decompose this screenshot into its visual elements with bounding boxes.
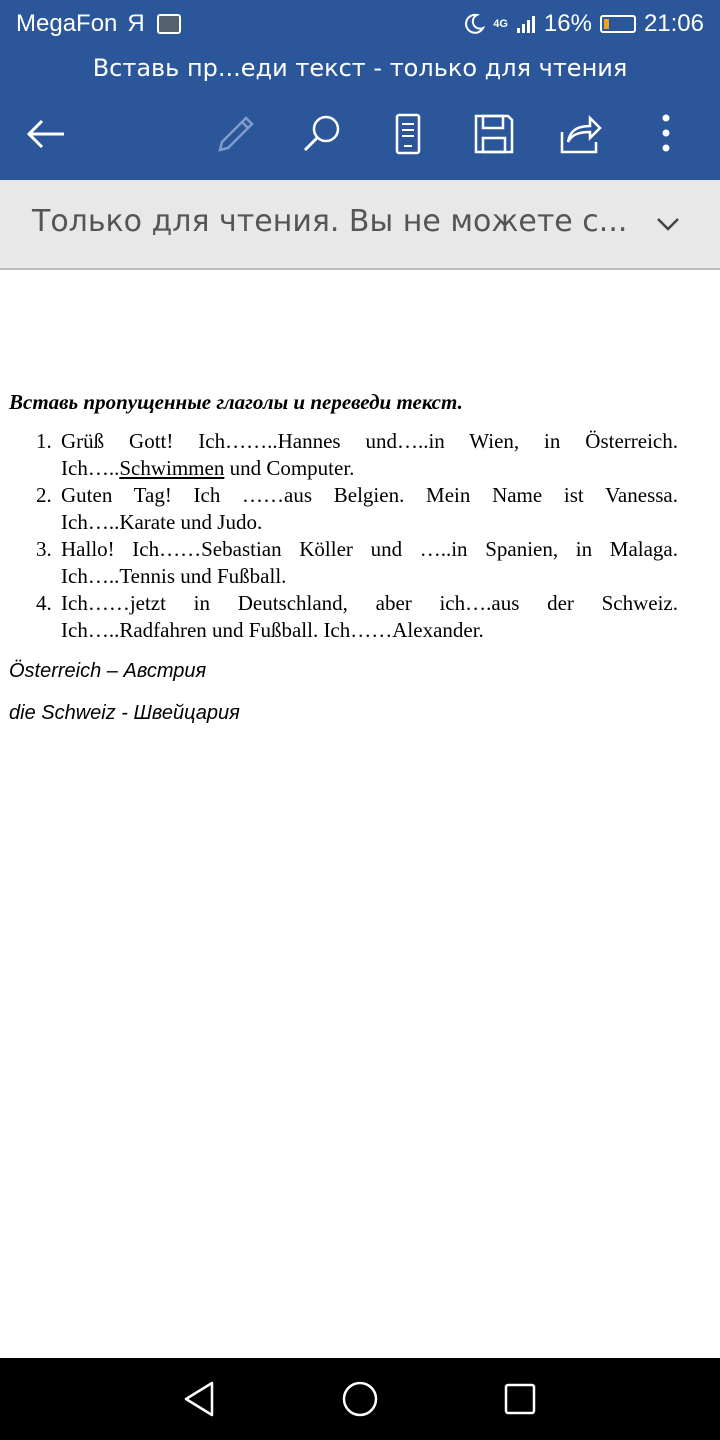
document-page[interactable] bbox=[0, 270, 720, 1358]
carrier-extra: Я bbox=[127, 10, 145, 37]
vocab-note: Österreich – Австрия bbox=[9, 660, 207, 682]
list-item-line: Ich……jetzt in Deutschland, aber ich….aus der Schweiz. bbox=[61, 591, 678, 615]
save-icon[interactable] bbox=[472, 112, 516, 156]
list-item-line: Grüß Gott! Ich……..Hannes und…..in Wien, in Österreich. bbox=[61, 429, 678, 453]
readonly-message: Только для чтения. Вы не можете с... bbox=[32, 204, 628, 239]
chevron-down-icon[interactable] bbox=[654, 210, 682, 238]
status-bar bbox=[0, 0, 720, 48]
back-triangle-icon[interactable] bbox=[180, 1379, 220, 1419]
underlined-word: Schwimmen bbox=[119, 456, 225, 480]
notification-image-icon bbox=[157, 14, 181, 34]
more-icon[interactable] bbox=[644, 112, 688, 156]
back-arrow-icon[interactable] bbox=[24, 112, 68, 156]
battery-icon bbox=[600, 15, 636, 33]
search-icon[interactable] bbox=[300, 112, 344, 156]
carrier-name: MegaFon bbox=[16, 10, 118, 37]
list-item-line: Ich…..Karate und Judo. bbox=[61, 510, 263, 534]
pencil-icon[interactable] bbox=[214, 112, 258, 156]
list-item bbox=[36, 482, 678, 536]
list-number: 1. bbox=[36, 429, 52, 453]
recents-square-icon[interactable] bbox=[500, 1379, 540, 1419]
list-number: 4. bbox=[36, 591, 52, 615]
share-icon[interactable] bbox=[558, 112, 602, 156]
app-header bbox=[0, 48, 720, 180]
list-item-line: Hallo! Ich……Sebastian Köller und …..in Spanien, in Malaga. bbox=[61, 537, 678, 561]
list-number: 3. bbox=[36, 537, 52, 561]
list-item-line: Ich….. bbox=[61, 456, 120, 480]
vocab-note: die Schweiz - Швейцария bbox=[9, 702, 240, 724]
readonly-banner[interactable] bbox=[0, 180, 720, 270]
list-number: 2. bbox=[36, 483, 52, 507]
document-title: Вставь пр...еди текст - только для чтения bbox=[92, 54, 628, 82]
battery-percent: 16% bbox=[543, 10, 592, 37]
list-item-line: Ich…..Radfahren und Fußball. Ich……Alexander. bbox=[61, 618, 484, 642]
toolbar bbox=[0, 112, 720, 152]
clock: 21:06 bbox=[643, 10, 704, 37]
signal-icon bbox=[516, 14, 536, 34]
network-type: 4G bbox=[493, 18, 508, 30]
document-heading: Вставь пропущенные глаголы и переведи текст. bbox=[9, 390, 463, 414]
mobile-view-icon[interactable] bbox=[386, 112, 430, 156]
system-nav-bar bbox=[0, 1358, 720, 1440]
moon-icon bbox=[463, 13, 485, 35]
list-item bbox=[36, 536, 678, 590]
home-circle-icon[interactable] bbox=[340, 1379, 380, 1419]
list-item-line: Ich…..Tennis und Fußball. bbox=[61, 564, 287, 588]
list-item-line: Guten Tag! Ich ……aus Belgien. Mein Name ist Vanessa. bbox=[61, 483, 678, 507]
list-item bbox=[36, 428, 678, 482]
list-item bbox=[36, 590, 678, 644]
exercise-list bbox=[0, 428, 678, 644]
list-item-line: und Computer. bbox=[224, 456, 355, 480]
